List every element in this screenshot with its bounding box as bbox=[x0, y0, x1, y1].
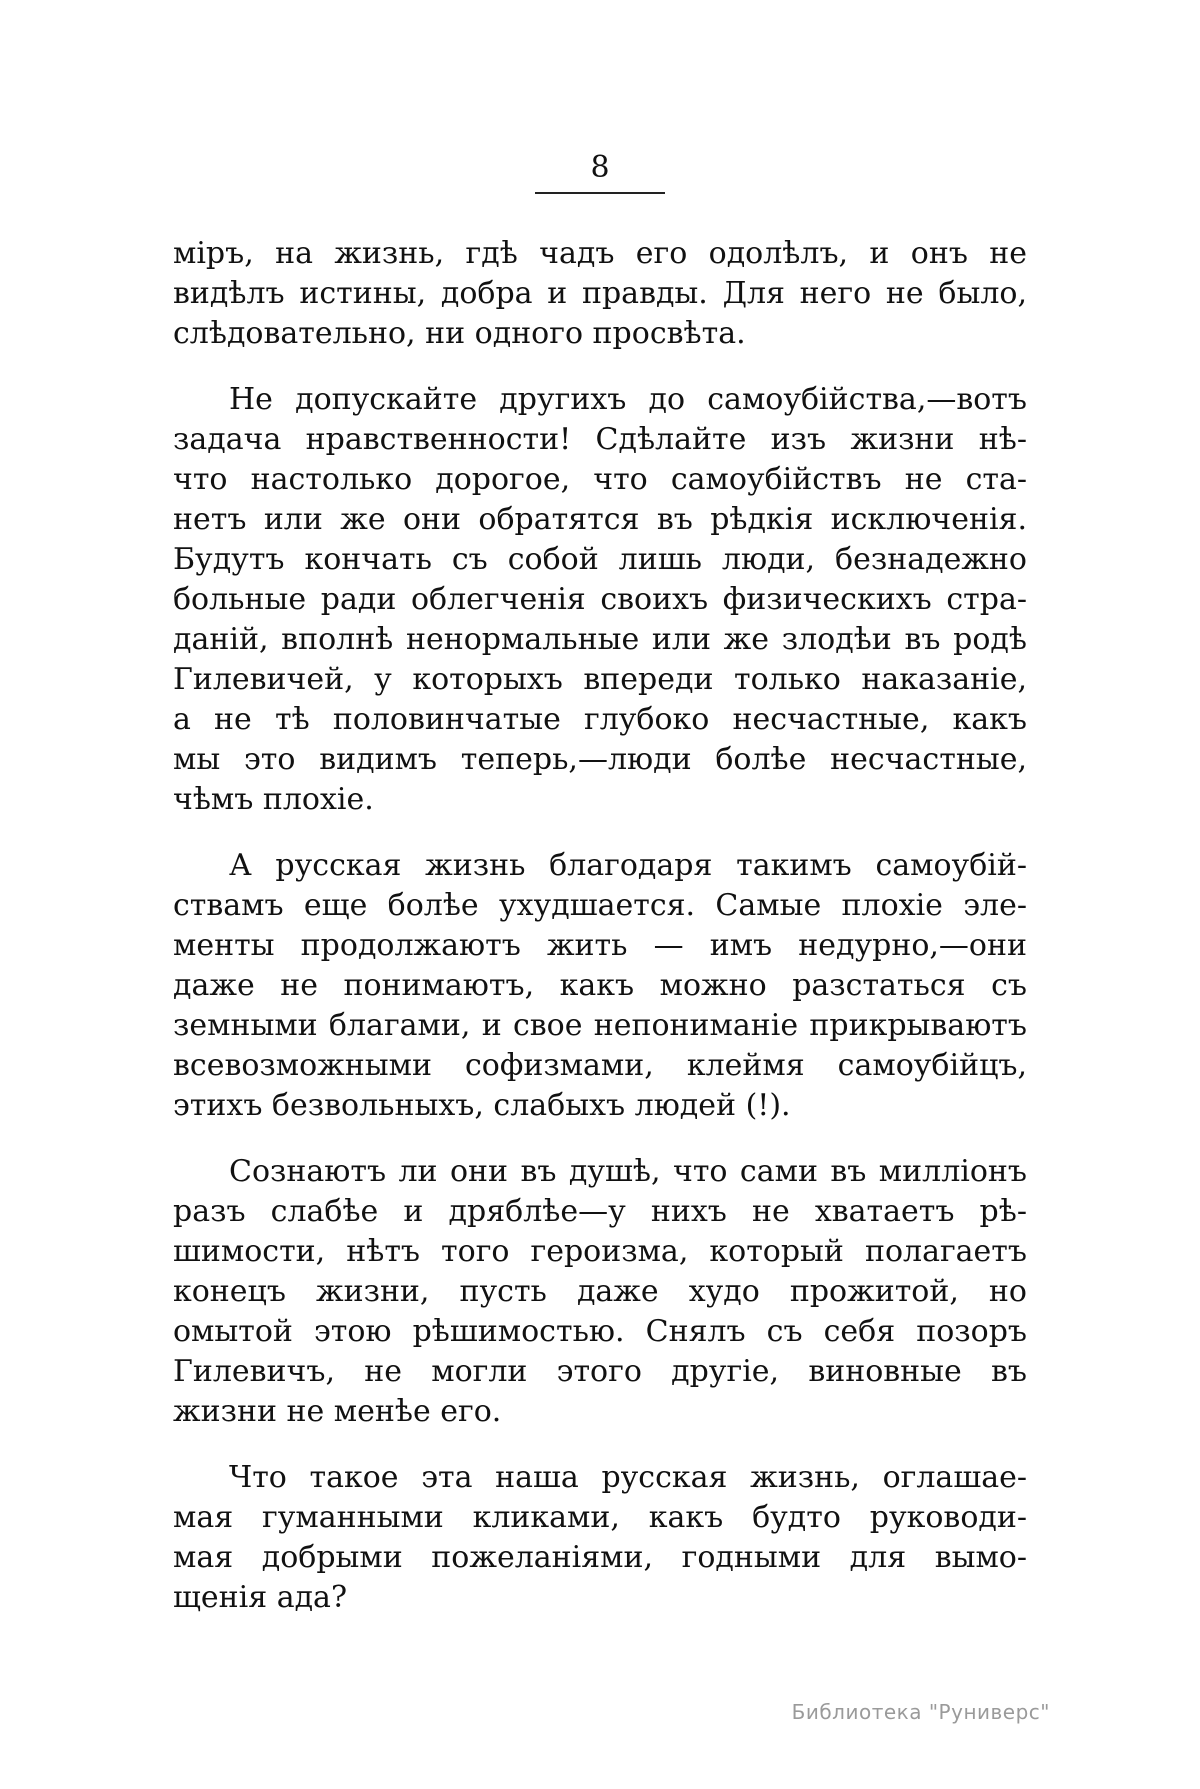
text-line: конецъ жизни, пусть даже худо прожитой, но bbox=[173, 1274, 1027, 1309]
page-number-rule bbox=[535, 192, 665, 194]
text-line: слѣдовательно, ни одного просвѣта. bbox=[173, 316, 746, 351]
text-line: А русская жизнь благодаря такимъ самоубій- bbox=[229, 848, 1027, 883]
paragraph-2 bbox=[173, 380, 1027, 820]
paragraph-5 bbox=[173, 1458, 1027, 1618]
text-line: менты продолжаютъ жить — имъ недурно,—они bbox=[173, 928, 1027, 963]
text-line: этихъ безвольныхъ, слабыхъ людей (!). bbox=[173, 1088, 791, 1123]
text-line: нетъ или же они обратятся въ рѣдкія исключенія. bbox=[173, 502, 1027, 537]
text-line: что настолько дорогое, что самоубійствъ не ста- bbox=[173, 462, 1027, 497]
text-line: видѣлъ истины, добра и правды. Для него не было, bbox=[173, 276, 1027, 311]
text-line: Будутъ кончать съ собой лишь люди, безнадежно bbox=[173, 542, 1027, 577]
text-line: а не тѣ половинчатые глубоко несчастные, какъ bbox=[173, 702, 1027, 737]
paragraph-4 bbox=[173, 1152, 1027, 1432]
text-line: мы это видимъ теперь,—люди болѣе несчастные, bbox=[173, 742, 1027, 777]
text-line: земными благами, и свое непониманіе прикрываютъ bbox=[173, 1008, 1027, 1043]
text-line: Сознаютъ ли они въ душѣ, что сами въ милліонъ bbox=[229, 1154, 1027, 1189]
text-line: ствамъ еще болѣе ухудшается. Самые плохіе эле- bbox=[173, 888, 1027, 923]
text-line: щенія ада? bbox=[173, 1580, 348, 1615]
text-line: даній, вполнѣ ненормальные или же злодѣи въ родѣ bbox=[173, 622, 1027, 657]
text-line: чѣмъ плохіе. bbox=[173, 782, 374, 817]
text-line: жизни не менѣе его. bbox=[173, 1394, 502, 1429]
library-watermark: Библиотека "Руниверс" bbox=[791, 1700, 1050, 1724]
text-line: шимости, нѣтъ того героизма, который полагаетъ bbox=[173, 1234, 1027, 1269]
text-line: мая добрыми пожеланіями, годными для вымо- bbox=[173, 1540, 1027, 1575]
text-line: даже не понимаютъ, какъ можно разстаться съ bbox=[173, 968, 1027, 1003]
text-line: задача нравственности! Сдѣлайте изъ жизни нѣ- bbox=[173, 422, 1027, 457]
paragraph-1 bbox=[173, 234, 1027, 354]
paragraph-3 bbox=[173, 846, 1027, 1126]
text-line: міръ, на жизнь, гдѣ чадъ его одолѣлъ, и онъ не bbox=[173, 236, 1027, 271]
text-line: Что такое эта наша русская жизнь, оглашае- bbox=[229, 1460, 1027, 1495]
text-line: Не допускайте другихъ до самоубійства,—вотъ bbox=[229, 382, 1027, 417]
text-line: мая гуманными кликами, какъ будто руководи- bbox=[173, 1500, 1027, 1535]
page-number: 8 bbox=[590, 150, 610, 185]
text-line: Гилевичъ, не могли этого другіе, виновные въ bbox=[173, 1354, 1027, 1389]
text-line: больные ради облегченія своихъ физическихъ стра- bbox=[173, 582, 1027, 617]
text-line: Гилевичей, у которыхъ впереди только наказаніе, bbox=[173, 662, 1027, 697]
text-line: всевозможными софизмами, клеймя самоубійцъ, bbox=[173, 1048, 1027, 1083]
text-line: разъ слабѣе и дряблѣе—у нихъ не хватаетъ рѣ- bbox=[173, 1194, 1027, 1229]
body-text bbox=[173, 234, 1027, 1644]
text-line: омытой этою рѣшимостью. Снялъ съ себя позоръ bbox=[173, 1314, 1027, 1349]
